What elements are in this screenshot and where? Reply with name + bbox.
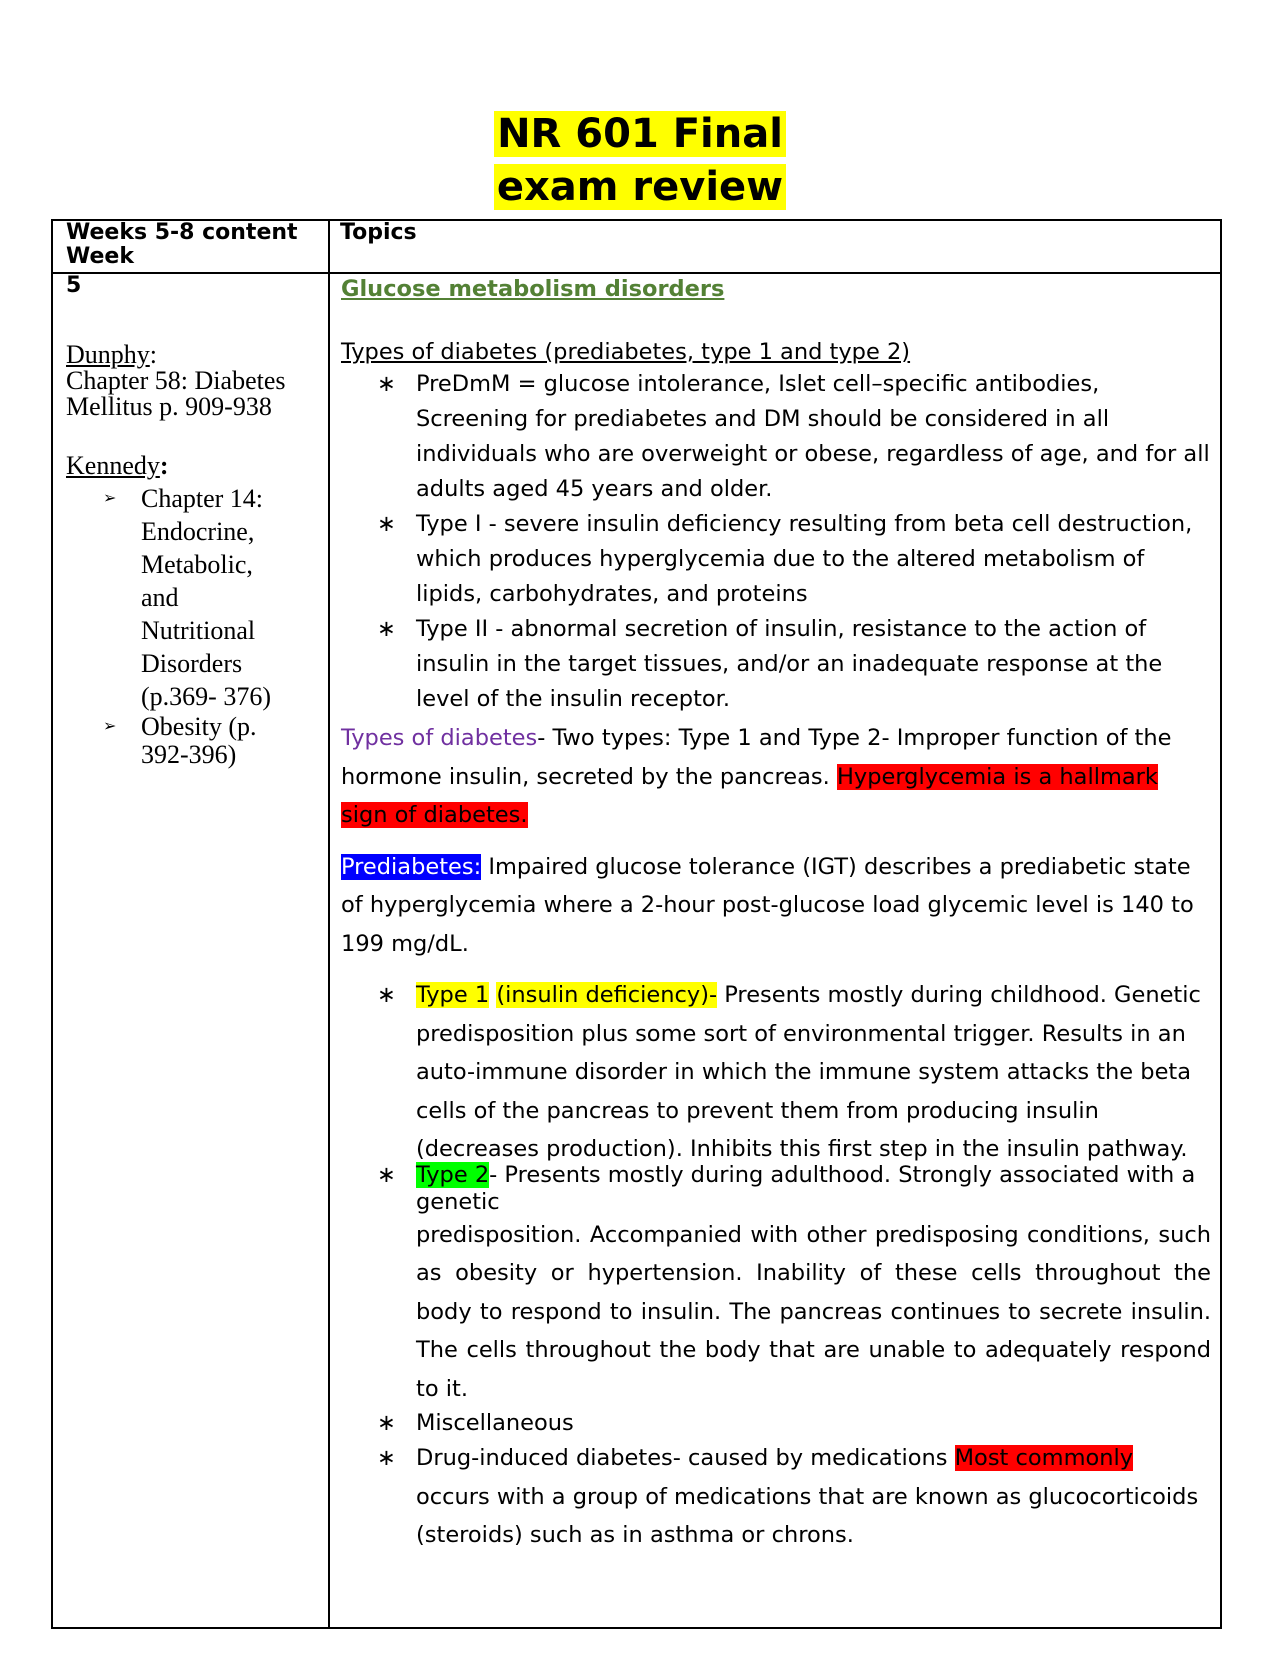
star-bullet-icon: ∗ (377, 1161, 396, 1188)
dunphy-label: Dunphy (66, 340, 150, 369)
list-item: ➢ Chapter 14: Endocrine, Metabolic, and Nutritional Disorders (p.369- 376) (103, 484, 271, 711)
types-purple-label: Types of diabetes (341, 725, 538, 751)
prediabetes-label: Prediabetes: (341, 853, 482, 880)
kennedy-label: Kennedy (66, 451, 160, 480)
star-bullet-icon: ∗ (377, 1410, 396, 1436)
dunphy-reference (66, 342, 316, 420)
hallmark-highlight: Hyperglycemia is a hallmark sign of diabetes. (341, 763, 1158, 828)
type1-highlight: Type 1 (416, 982, 490, 1008)
header-weeks-line-1: Weeks 5-8 content (66, 220, 298, 245)
list-item: ∗ Type II - abnormal secretion of insulin, resistance to the action of insulin in the target tissues, and/or an inadequate response at the level of the insulin receptor. (341, 612, 1211, 717)
most-commonly-highlight: Most commonly (954, 1445, 1134, 1471)
kennedy-reference (66, 453, 316, 479)
star-bullet-icon: ∗ (377, 982, 396, 1008)
week-number: 5 (66, 273, 82, 298)
header-weeks (66, 221, 298, 269)
dunphy-line-1: Chapter 58: Diabetes (66, 366, 286, 395)
header-weeks-line-2: Week (66, 244, 134, 269)
dunphy-colon: : (149, 340, 158, 369)
list-item: ∗ Type 2- Presents mostly during adulthood. Strongly associated with a genetic predisposition. Accompanied with other predisposing conditions, such as obesity or hypertension. Inability of these cells throughout the body to respond to insulin. The pancreas continues to secrete insulin. The cells throughout the body that are unable to adequately respond to it. (341, 1162, 1211, 1409)
kennedy-colon: : (159, 451, 169, 480)
type2-highlight: Type 2 (416, 1161, 490, 1188)
types-paragraph: Types of diabetes- Two types: Type 1 and Type 2- Improper function of the hormone insulin, secreted by the pancreas. Hyperglycemia is a hallmark sign of diabetes. (341, 725, 1172, 828)
list-item: ∗ Miscellaneous (341, 1408, 1211, 1439)
type2-continuation: predisposition. Accompanied with other predisposing conditions, such as obesity or hypertension. Inability of these cells throughout the body to respond to insulin. The pancreas continues to secrete insulin. The cells throughout the body that are unable to adequately respond to it. (416, 1221, 1211, 1402)
title-line-2: exam review (494, 164, 786, 210)
star-bullet-icon: ∗ (377, 1445, 396, 1471)
content-table (51, 219, 1222, 1629)
list-item: ∗ Type I - severe insulin deficiency resulting from beta cell destruction, which produces hyperglycemia due to the altered metabolism of lipids, carbohydrates, and proteins (341, 507, 1211, 612)
list-item: ∗ Type 1 (insulin deficiency)- Presents mostly during childhood. Genetic predisposition plus some sort of environmental trigger. Results in an auto-immune disorder in which the immune system attacks the beta cells of the pancreas to prevent them from producing insulin (decreases production). Inhibits this first step in the insulin pathway. (341, 976, 1211, 1169)
column-divider (328, 221, 330, 1627)
types-heading: Types of diabetes (prediabetes, type 1 and type 2) (341, 339, 911, 365)
star-bullet-icon: ∗ (377, 616, 396, 642)
list-item: ∗ PreDmM = glucose intolerance, Islet cell–specific antibodies, Screening for prediabetes and DM should be considered in all individuals who are overweight or obese, regardless of age, and for all adults aged 45 years and older. (341, 367, 1211, 507)
diabetes-types-list (341, 367, 1211, 717)
dunphy-line-2: Mellitus p. 909-938 (66, 392, 272, 421)
list-item: ∗ Drug-induced diabetes- caused by medications Most commonly occurs with a group of medications that are known as glucocorticoids (steroids) such as in asthma or chrons. (341, 1439, 1211, 1555)
star-bullet-icon: ∗ (377, 511, 396, 537)
star-bullet-icon: ∗ (377, 371, 396, 397)
diabetes-detail-list (341, 976, 1211, 1555)
kennedy-chapter-list (66, 482, 316, 769)
reading-references (66, 342, 316, 769)
arrow-bullet-icon: ➢ (103, 490, 117, 507)
document-title (0, 108, 1280, 214)
list-item: ➢ Obesity (p. 392-396) (103, 712, 257, 769)
header-topics: Topics (340, 220, 417, 245)
section-heading: Glucose metabolism disorders (341, 276, 725, 302)
prediabetes-paragraph: Prediabetes: Impaired glucose tolerance (IGT) describes a prediabetic state of hyperglycemia where a 2-hour post-glucose load glycemic level is 140 to 199 mg/dL. (341, 853, 1194, 957)
arrow-bullet-icon: ➢ (103, 718, 117, 735)
insulin-deficiency-highlight: (insulin deficiency)- (496, 982, 718, 1008)
topics-content (341, 274, 1211, 1555)
title-line-1: NR 601 Final (494, 111, 786, 157)
